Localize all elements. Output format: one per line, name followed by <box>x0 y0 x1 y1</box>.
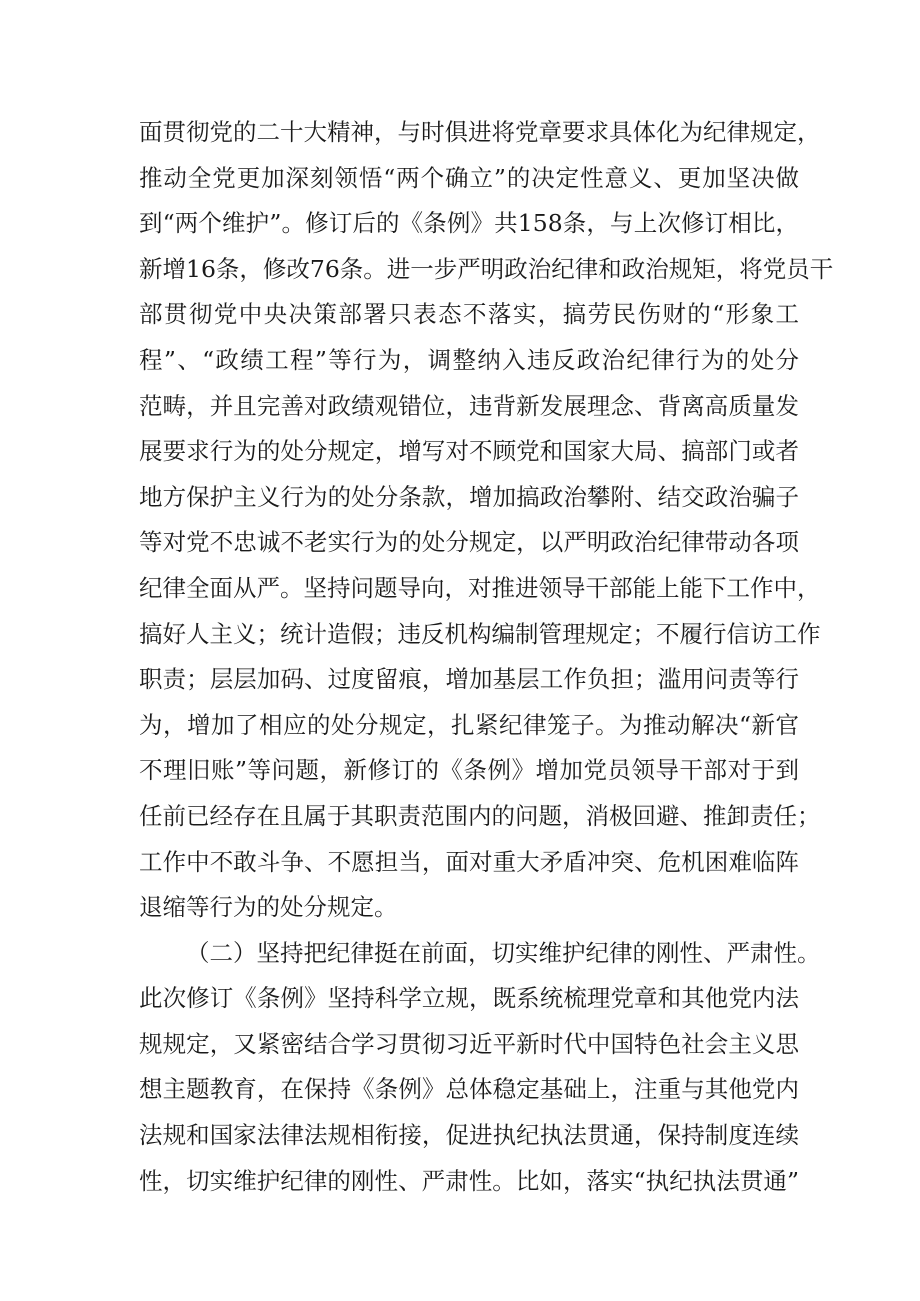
text-line: 为，增加了相应的处分规定，扎紧纪律笼子。为推动解决“新官 <box>139 710 799 739</box>
text-line: 规规定，又紧密结合学习贯彻习近平新时代中国特色社会主义思 <box>139 1029 799 1058</box>
text-line: 想主题教育，在保持《条例》总体稳定基础上，注重与其他党内 <box>139 1075 799 1104</box>
text-line: 范畴，并且完善对政绩观错位，违背新发展理念、背离高质量发 <box>139 391 799 420</box>
paragraph-2 <box>139 931 821 1205</box>
text-line: 法规和国家法律法规相衔接，促进执纪执法贯通，保持制度连续 <box>139 1121 799 1150</box>
section-heading-line: （二）坚持把纪律挺在前面，切实维护纪律的刚性、严肃性。 <box>186 938 821 967</box>
text-line: 部贯彻党中央决策部署只表态不落实，搞劳民伤财的“形象工 <box>139 300 799 329</box>
text-line: 任前已经存在且属于其职责范围内的问题，消极回避、推卸责任； <box>139 801 821 830</box>
text-line: 搞好人主义；统计造假；违反机构编制管理规定；不履行信访工作 <box>139 619 821 648</box>
text-line: 退缩等行为的处分规定。 <box>139 893 398 922</box>
text-line: 到“两个维护”。修订后的《条例》共158条，与上次修订相比， <box>139 209 799 238</box>
text-line: 新增16条，修改76条。进一步严明政治纪律和政治规矩，将党员干 <box>139 254 834 283</box>
text-line: 纪律全面从严。坚持问题导向，对推进领导干部能上能下工作中， <box>139 573 821 602</box>
text-line: 性，切实维护纪律的刚性、严肃性。比如，落实“执纪执法贯通” <box>139 1166 799 1195</box>
text-line: 地方保护主义行为的处分条款，增加搞政治攀附、结交政治骗子 <box>139 482 799 511</box>
text-line: 工作中不敢斗争、不愿担当，面对重大矛盾冲突、危机困难临阵 <box>139 847 799 876</box>
text-line: 推动全党更加深刻领悟“两个确立”的决定性意义、更加坚决做 <box>139 163 799 192</box>
document-body <box>139 110 834 1204</box>
text-line: 展要求行为的处分规定，增写对不顾党和国家大局、搞部门或者 <box>139 437 799 466</box>
text-line: 职责；层层加码、过度留痕，增加基层工作负担；滥用问责等行 <box>139 665 799 694</box>
text-line: 此次修订《条例》坚持科学立规，既系统梳理党章和其他党内法 <box>139 984 799 1013</box>
paragraph-1 <box>139 110 834 931</box>
text-line: 等对党不忠诚不老实行为的处分规定，以严明政治纪律带动各项 <box>139 528 799 557</box>
text-line: 面贯彻党的二十大精神，与时俱进将党章要求具体化为纪律规定， <box>139 118 821 146</box>
text-line: 程”、“政绩工程”等行为，调整纳入违反政治纪律行为的处分 <box>139 345 799 374</box>
text-line: 不理旧账”等问题，新修订的《条例》增加党员领导干部对于到 <box>139 756 799 785</box>
